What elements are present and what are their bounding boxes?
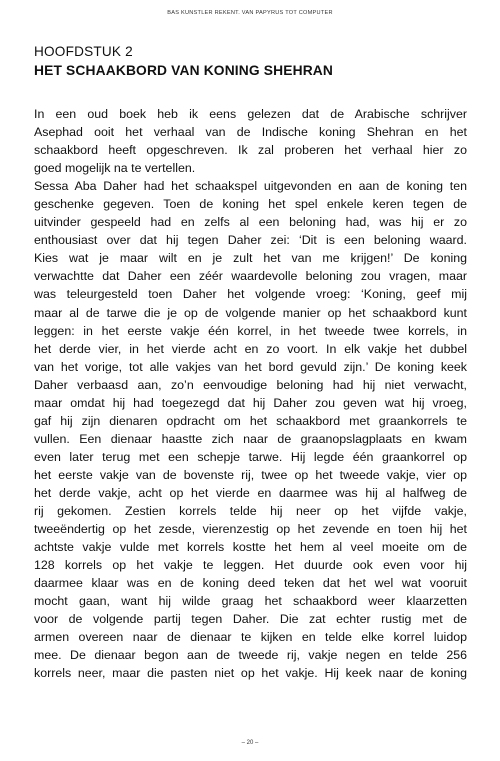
paragraph <box>34 177 467 682</box>
text-line: enthousiast over dat hij tegen Daher zei: ‘Dit is een beloning waard. <box>34 233 467 248</box>
text-line: Asephad ooit het verhaal van de Indische koning Shehran en het <box>34 125 467 140</box>
chapter-title: HET SCHAAKBORD VAN KONING SHEHRAN <box>34 63 334 78</box>
chapter-number: HOOFDSTUK 2 <box>34 44 133 59</box>
text-line: maar al de tarwe die je op de volgende manier op het schaakbord kunt <box>34 305 467 320</box>
running-header: BAS KUNSTLER REKENT. VAN PAPYRUS TOT COMPUTER <box>167 10 333 16</box>
text-line: Sessa Aba Daher had het schaakspel uitgevonden en aan de koning ten <box>34 179 467 194</box>
text-line: was teleurgesteld toen Daher het volgende vroeg: ‘Koning, geef mij <box>34 287 467 302</box>
text-line: het derde vier, in het vierde acht en zo voort. In elk vakje het dubbel <box>34 341 467 356</box>
text-line: tweeëndertig op het zesde, vierenzestig op het zevende en toen hij het <box>34 522 467 537</box>
text-line: Kies wat je maar wilt en je zult het van me krijgen!’ De koning <box>34 251 467 266</box>
text-line: rij gekomen. Zestien korrels telde hij neer op het vijfde vakje, <box>34 504 467 519</box>
text-line: vullen. Een dienaar haastte zich naar de graanopslagplaats en kwam <box>34 431 467 446</box>
text-line: het derde vakje, acht op het vierde en daarmee was hij al halfweg de <box>34 485 467 500</box>
text-line: armen overeen naar de dienaar te kijken en telde elke korrel luidop <box>34 630 467 645</box>
text-line: goed mogelijk na te vertellen. <box>34 161 196 176</box>
page-number: – 20 – <box>241 740 259 746</box>
text-line: leggen: in het eerste vakje één korrel, in het tweede twee korrels, in <box>34 323 467 338</box>
text-line: daarmee klaar was en de koning deed teken dat het wel wat vooruit <box>34 576 467 591</box>
text-line: gaf hij zijn dienaren opdracht om het schaakbord met graankorrels te <box>34 413 467 428</box>
text-line: het eerste vakje van de bovenste rij, twee op het tweede vakje, vier op <box>34 467 467 482</box>
text-line: korrels neer, maar die pasten niet op het vakje. Hij keek naar de koning <box>34 666 467 681</box>
text-line: Daher verbaasd aan, zo’n eenvoudige beloning had hij niet verwacht, <box>34 377 467 392</box>
body-text <box>34 105 467 683</box>
paragraph <box>34 105 467 177</box>
text-line: voor de volgende partij tegen Daher. Die zat echter rustig met de <box>34 612 467 627</box>
text-line: schaakbord heeft opgeschreven. Ik zal proberen het verhaal hier zo <box>34 143 467 158</box>
text-line: 128 korrels op het vakje te leggen. Het duurde ook even voor hij <box>34 558 467 573</box>
text-line: maar omdat hij had toegezegd dat hij Daher zou geven wat hij vroeg, <box>34 395 467 410</box>
text-line: achtste vakje vulde met korrels kostte het hem al veel moeite om de <box>34 540 467 555</box>
text-line: van het vorige, tot alle vakjes van het bord gevuld zijn.’ De koning keek <box>34 359 467 374</box>
text-line: geschenke gegeven. Toen de koning het spel enkele keren tegen de <box>34 197 467 212</box>
text-line: mocht gaan, want hij wilde graag het schaakbord weer klaarzetten <box>34 594 467 609</box>
text-line: even later terug met een schepje tarwe. Hij legde één graankorrel op <box>34 449 467 464</box>
text-line: uitvinder gespeeld had en zelfs al een beloning had, was hij er zo <box>34 215 467 230</box>
text-line: In een oud boek heb ik eens gelezen dat de Arabische schrijver <box>34 107 467 121</box>
text-line: verwachtte dat Daher een zéér waardevolle beloning zou vragen, maar <box>34 269 467 284</box>
text-line: mee. De dienaar begon aan de tweede rij, vakje negen en telde 256 <box>34 648 467 663</box>
